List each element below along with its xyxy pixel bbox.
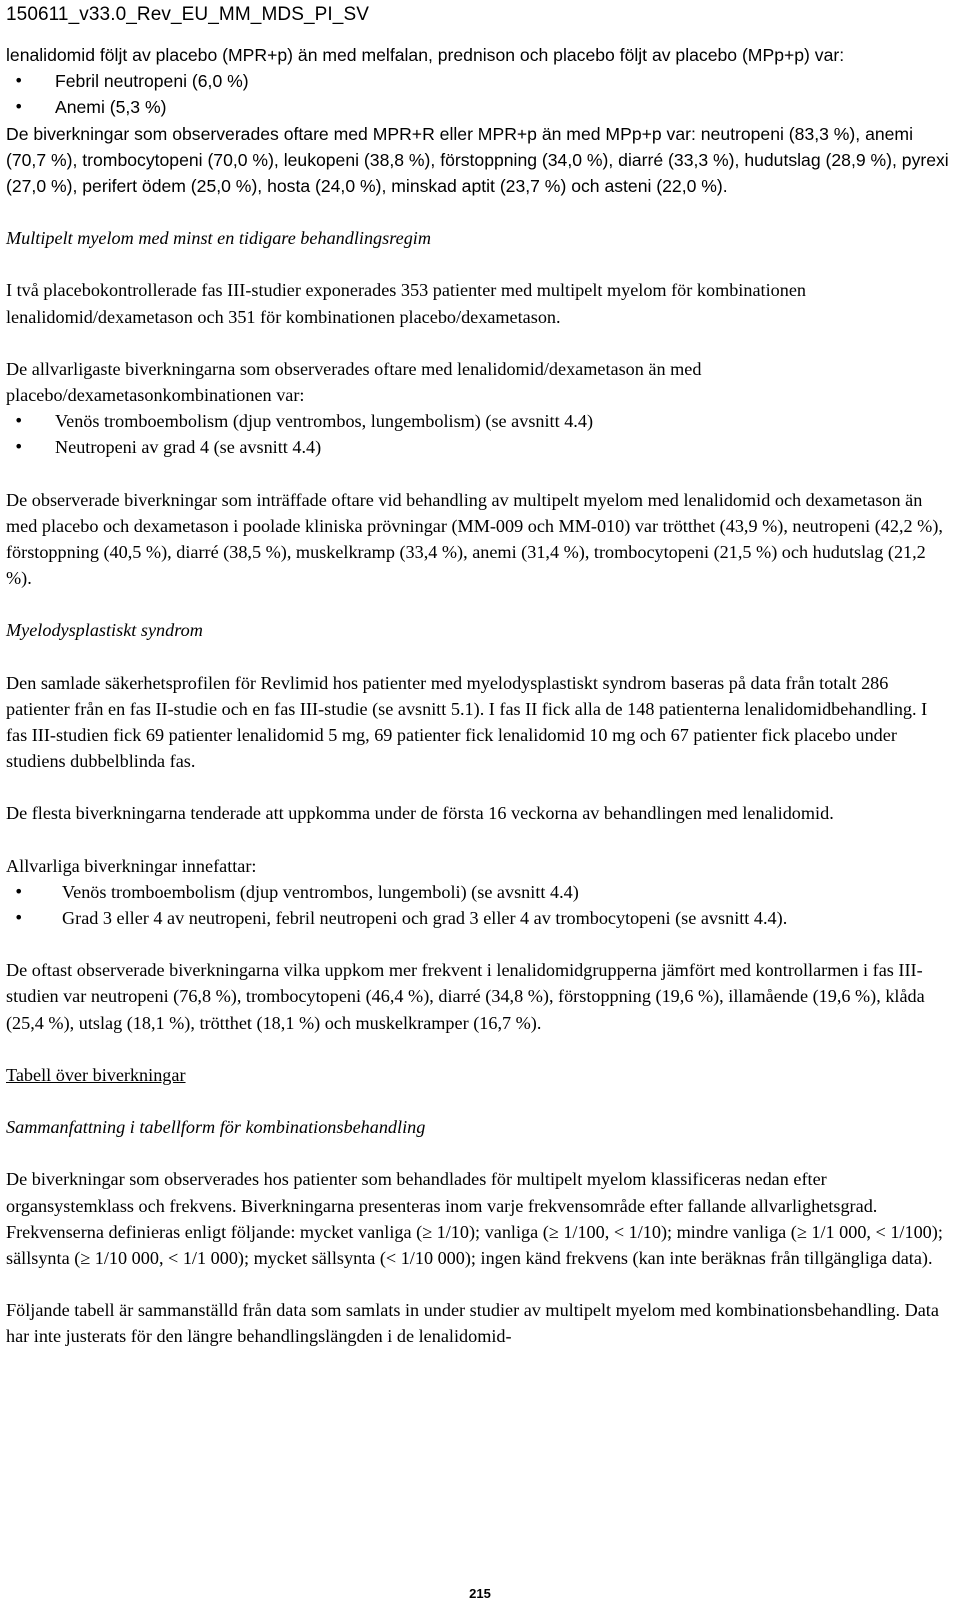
section-heading-mds: Myelodysplastiskt syndrom — [6, 620, 203, 641]
flesta-paragraph: De flesta biverkningarna tenderade att uppkomma under de första 16 veckorna av behandlingen med lenalidomid. — [6, 803, 834, 824]
document-body — [6, 42, 950, 1350]
studier-paragraph: I två placebokontrollerade fas III-studier exponerades 353 patienter med multipelt myelom för kombinationen lenalidomid/dexametason och 351 för kombinationen placebo/dexametason. — [6, 280, 806, 327]
subsection-heading-sammanfattning: Sammanfattning i tabellform för kombinationsbehandling — [6, 1117, 426, 1138]
list-item: • Febril neutropeni (6,0 %) — [6, 68, 950, 94]
list-item: • Venös tromboembolism (djup ventrombos, lungemboli) (se avsnitt 4.4) — [6, 879, 950, 905]
intro-text: lenalidomid följt av placebo (MPR+p) än med melfalan, prednison och placebo följt av placebo (MPp+p) var: — [6, 45, 845, 65]
list-item: • Anemi (5,3 %) — [6, 94, 950, 120]
sakerhetsprofil-paragraph: Den samlade säkerhetsprofilen för Revlimid hos patienter med myelodysplastiskt syndrom baseras på data från totalt 286 patienter från en fas II-studie och en fas III-studie (se avsnitt 5.1). I fas II fick alla de 148 patienterna lenalidomidbehandling. I fas III-studien fick 69 patienter lenalidomid 5 mg, 69 patienter fick lenalidomid 10 mg och 67 patienter fick placebo under studiens dubbelblinda fas. — [6, 672, 928, 772]
intro-bullet-list — [6, 68, 950, 120]
foljande-paragraph: Följande tabell är sammanställd från data som samlats in under studier av multipelt myelom med kombinationsbehandling. Data har inte justerats för den längre behandlingslängden i de lenalidomid- — [6, 1300, 939, 1347]
page-number: 215 — [469, 1586, 491, 1601]
intro-block — [6, 42, 950, 199]
list-item: • Venös tromboembolism (djup ventrombos, lungembolism) (se avsnitt 4.4) — [6, 408, 950, 434]
list-item: • Neutropeni av grad 4 (se avsnitt 4.4) — [6, 434, 950, 460]
document-header: 150611_v33.0_Rev_EU_MM_MDS_PI_SV — [6, 4, 369, 25]
allvarligaste-paragraph: De allvarligaste biverkningarna som observerades oftare med lenalidomid/dexametason än med placebo/dexametasonkombinationen var: — [6, 358, 702, 406]
allvarliga-bullet-list — [6, 879, 950, 931]
section-heading-tabell: Tabell över biverkningar — [6, 1064, 186, 1085]
list-item: • Grad 3 eller 4 av neutropeni, febril neutropeni och grad 3 eller 4 av trombocytopeni (se avsnitt 4.4). — [6, 905, 950, 931]
klassificeras-paragraph: De biverkningar som observerades hos patienter som behandlades för multipelt myelom klassificeras nedan efter organsystemklass och frekvens. Biverkningarna presenteras inom varje frekvensområde efter fallande allvarlighetsgrad. Frekvenserna definieras enligt följande: mycket vanliga (≥ 1/10); vanliga (≥ 1/100, < 1/10); mindre vanliga (≥ 1/1 000, < 1/100); sällsynta (≥ 1/10 000, < 1/1 000); mycket sällsynta (< 1/10 000); ingen känd frekvens (kan inte beräknas från tillgängliga data). — [6, 1169, 943, 1268]
allvarliga-paragraph: Allvarliga biverkningar innefattar: — [6, 855, 257, 876]
oftast-paragraph: De oftast observerade biverkningarna vilka uppkom mer frekvent i lenalidomidgrupperna jämfört med kontrollarmen i fas III-studien var neutropeni (76,8 %), trombocytopeni (46,4 %), diarré (34,8 %), förstoppning (19,6 %), illamående (19,6 %), klåda (25,4 %), utslag (18,1 %), trötthet (18,1 %) och muskelkramper (16,7 %). — [6, 960, 925, 1033]
section-heading-multipelt-myelom: Multipelt myelom med minst en tidigare behandlingsregim — [6, 228, 431, 249]
observerade-paragraph: De observerade biverkningar som inträffade oftare vid behandling av multipelt myelom med lenalidomid och dexametason än med placebo och dexametason i poolade kliniska prövningar (MM-009 och MM-010) var trötthet (43,9 %), neutropeni (42,2 %), förstoppning (40,5 %), diarré (38,5 %), muskelkramp (33,4 %), anemi (31,4 %), trombocytopeni (21,5 %) och hudutslag (21,2 %). — [6, 489, 943, 589]
allvarligaste-bullet-list — [6, 408, 950, 460]
mpr-paragraph: De biverkningar som observerades oftare med MPR+R eller MPR+p än med MPp+p var: neutropeni (83,3 %), anemi (70,7 %), trombocytopeni (70,0 %), leukopeni (38,8 %), förstoppning (34,0 %), diarré (33,3 %), hudutslag (28,9 %), pyrexi (27,0 %), perifert ödem (25,0 %), hosta (24,0 %), minskad aptit (23,7 %) och asteni (22,0 %). — [6, 123, 949, 197]
